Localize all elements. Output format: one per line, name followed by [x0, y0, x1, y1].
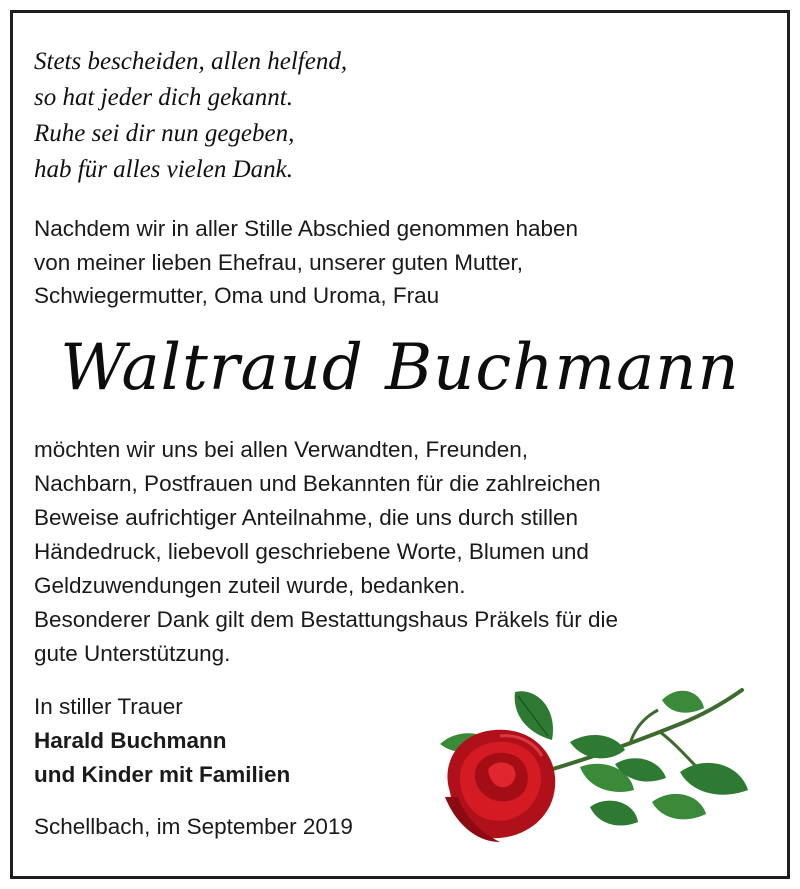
leaf	[662, 691, 704, 713]
leaf	[590, 801, 638, 826]
leaf	[680, 763, 748, 795]
poem-line: Ruhe sei dir nun gegeben,	[34, 120, 295, 147]
poem	[34, 44, 347, 188]
red-rose-icon	[430, 672, 760, 847]
place-date: Schellbach, im September 2019	[34, 814, 353, 839]
leaf	[652, 794, 706, 819]
leaf	[570, 735, 625, 758]
thanks-line: Besonderer Dank gilt dem Bestattungshaus Präkels für die	[34, 607, 619, 632]
thanks-line: Beweise aufrichtiger Anteilnahme, die uns durch stillen	[34, 505, 579, 530]
thanks-line: möchten wir uns bei allen Verwandten, Freunden,	[34, 437, 529, 462]
thanks-line: Händedruck, liebevoll geschriebene Worte, Blumen und	[34, 539, 589, 564]
deceased-name: Waltraud Buchmann	[60, 331, 740, 405]
signature-intro: In stiller Trauer	[34, 694, 183, 719]
thanks-text	[34, 433, 618, 671]
intro-line: Nachdem wir in aller Stille Abschied genommen haben	[34, 216, 579, 241]
thanks-line: Geldzuwendungen zuteil wurde, bedanken.	[34, 573, 466, 598]
intro-text	[34, 212, 578, 313]
poem-line: Stets bescheiden, allen helfend,	[34, 48, 348, 75]
intro-line: Schwiegermutter, Oma und Uroma, Frau	[34, 283, 440, 308]
intro-line: von meiner lieben Ehefrau, unserer guten Mutter,	[34, 249, 524, 275]
signature-name: und Kinder mit Familien	[34, 762, 291, 787]
poem-line: so hat jeder dich gekannt.	[34, 84, 293, 111]
signature-name: Harald Buchmann	[34, 728, 227, 753]
poem-line: hab für alles vielen Dank.	[34, 156, 293, 183]
thanks-line: Nachbarn, Postfrauen und Bekannten für die zahlreichen	[34, 471, 601, 496]
thanks-line: gute Unterstützung.	[34, 641, 231, 666]
signature-block	[34, 690, 290, 792]
